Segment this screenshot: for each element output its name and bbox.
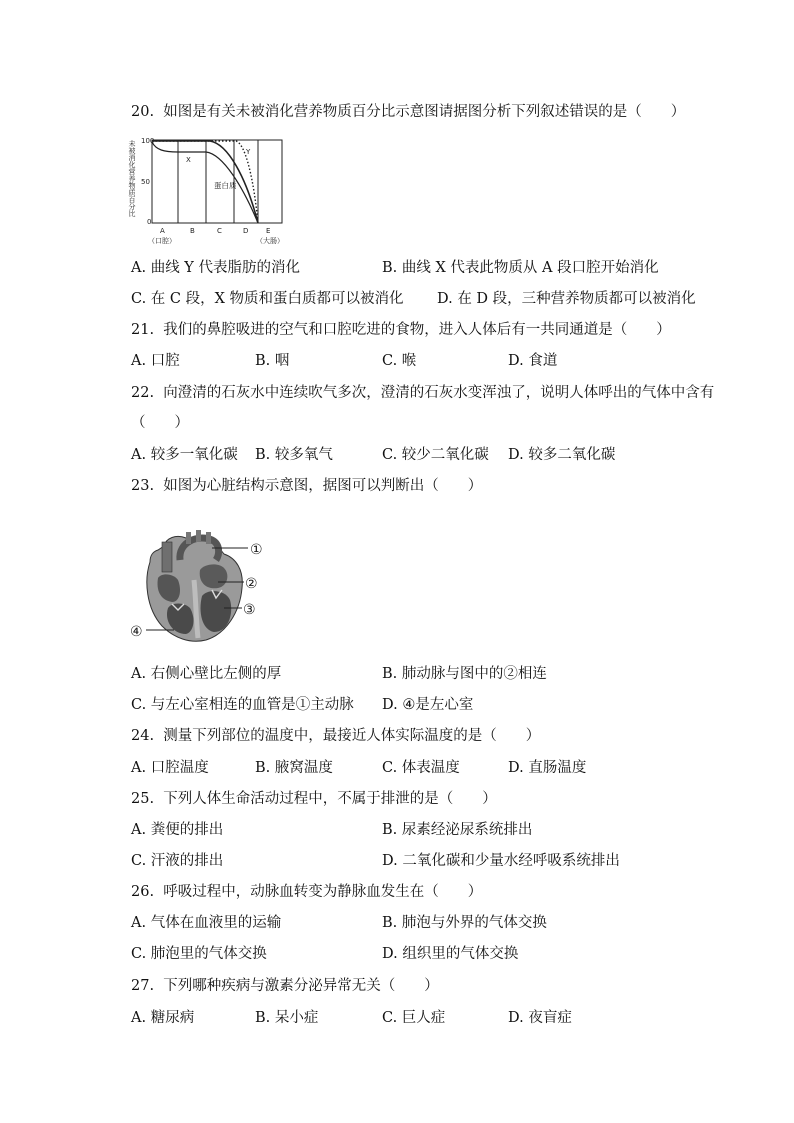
xtick-b: B — [190, 227, 195, 235]
question-23-stem: 23. 如图为心脏结构示意图，据图可以判断出（ ） — [131, 478, 483, 494]
xsub-mouth: （口腔） — [148, 237, 176, 245]
label-protein: 蛋白质 — [214, 181, 237, 190]
xtick-c: C — [217, 227, 222, 235]
question-22-stem: 22. 向澄清的石灰水中连续吹气多次，澄清的石灰水变浑浊了，说明人体呼出的气体中含有 — [131, 385, 715, 401]
q20-option-b: B. 曲线 X 代表此物质从 A 段口腔开始消化 — [382, 260, 659, 276]
q24-option-c: C. 体表温度 — [382, 760, 460, 776]
question-27-stem: 27. 下列哪种疾病与激素分泌异常无关（ ） — [131, 978, 439, 994]
xsub-large-intestine: （大肠） — [256, 237, 284, 245]
heart-label-1: ① — [250, 542, 263, 558]
q25-option-d: D. 二氧化碳和少量水经呼吸系统排出 — [382, 853, 620, 869]
q26-option-b: B. 肺泡与外界的气体交换 — [382, 915, 547, 931]
question-21-stem: 21. 我们的鼻腔吸进的空气和口腔吃进的食物，进入人体后有一共同通道是（ ） — [131, 322, 671, 338]
q23-option-d: D. ④是左心室 — [382, 697, 474, 713]
q25-option-a: A. 粪便的排出 — [131, 822, 224, 838]
question-22-stem-cont: （ ） — [131, 415, 189, 431]
q23-option-a: A. 右侧心壁比左侧的厚 — [131, 666, 282, 682]
q21-option-b: B. 咽 — [255, 353, 290, 369]
q27-option-b: B. 呆小症 — [255, 1010, 319, 1026]
q20-option-a: A. 曲线 Y 代表脂肪的消化 — [131, 260, 300, 276]
ytick-100: 100 — [141, 137, 155, 145]
question-25-stem: 25. 下列人体生命活动过程中，不属于排泄的是（ ） — [131, 791, 497, 807]
q27-option-d: D. 夜盲症 — [508, 1010, 572, 1026]
q25-option-c: C. 汗液的排出 — [131, 853, 224, 869]
label-x: X — [186, 156, 191, 164]
q24-option-d: D. 直肠温度 — [508, 760, 587, 776]
label-y: Y — [246, 148, 251, 156]
q24-option-a: A. 口腔温度 — [131, 760, 209, 776]
curve-x — [152, 142, 258, 223]
q23-option-c: C. 与左心室相连的血管是①主动脉 — [131, 697, 354, 713]
heart-label-4: ④ — [130, 624, 143, 640]
q25-option-b: B. 尿素经泌尿系统排出 — [382, 822, 533, 838]
xtick-e: E — [266, 227, 271, 235]
q22-option-a: A. 较多一氧化碳 — [131, 447, 238, 463]
heart-label-2: ② — [245, 576, 258, 592]
curve-protein — [152, 141, 258, 223]
question-20-stem: 20. 如图是有关未被消化营养物质百分比示意图请据图分析下列叙述错误的是（ ） — [131, 104, 686, 120]
q26-option-d: D. 组织里的气体交换 — [382, 946, 519, 962]
curve-y — [152, 141, 258, 223]
q27-option-c: C. 巨人症 — [382, 1010, 446, 1026]
q21-option-c: C. 喉 — [382, 353, 417, 369]
heart-diagram — [128, 530, 268, 648]
q23-option-b: B. 肺动脉与图中的②相连 — [382, 666, 547, 682]
q26-option-a: A. 气体在血液里的运输 — [131, 915, 282, 931]
q22-option-b: B. 较多氧气 — [255, 447, 333, 463]
q21-option-d: D. 食道 — [508, 353, 558, 369]
q22-option-c: C. 较少二氧化碳 — [382, 447, 489, 463]
question-24-stem: 24. 测量下列部位的温度中，最接近人体实际温度的是（ ） — [131, 728, 541, 744]
q24-option-b: B. 腋窝温度 — [255, 760, 333, 776]
ytick-50: 50 — [141, 178, 150, 186]
q27-option-a: A. 糖尿病 — [131, 1010, 195, 1026]
ytick-0: 0 — [147, 218, 152, 226]
heart-label-3: ③ — [243, 602, 256, 618]
xtick-d: D — [243, 227, 249, 235]
q22-option-d: D. 较多二氧化碳 — [508, 447, 616, 463]
question-26-stem: 26. 呼吸过程中，动脉血转变为静脉血发生在（ ） — [131, 884, 483, 900]
q26-option-c: C. 肺泡里的气体交换 — [131, 946, 267, 962]
chart-ylabel: 未被消化营养物质百分比 — [128, 140, 136, 217]
q20-option-d: D. 在 D 段，三种营养物质都可以被消化 — [437, 291, 696, 307]
xtick-a: A — [160, 227, 165, 235]
q20-option-c: C. 在 C 段，X 物质和蛋白质都可以被消化 — [131, 291, 404, 307]
digestion-chart — [128, 132, 290, 250]
q21-option-a: A. 口腔 — [131, 353, 180, 369]
